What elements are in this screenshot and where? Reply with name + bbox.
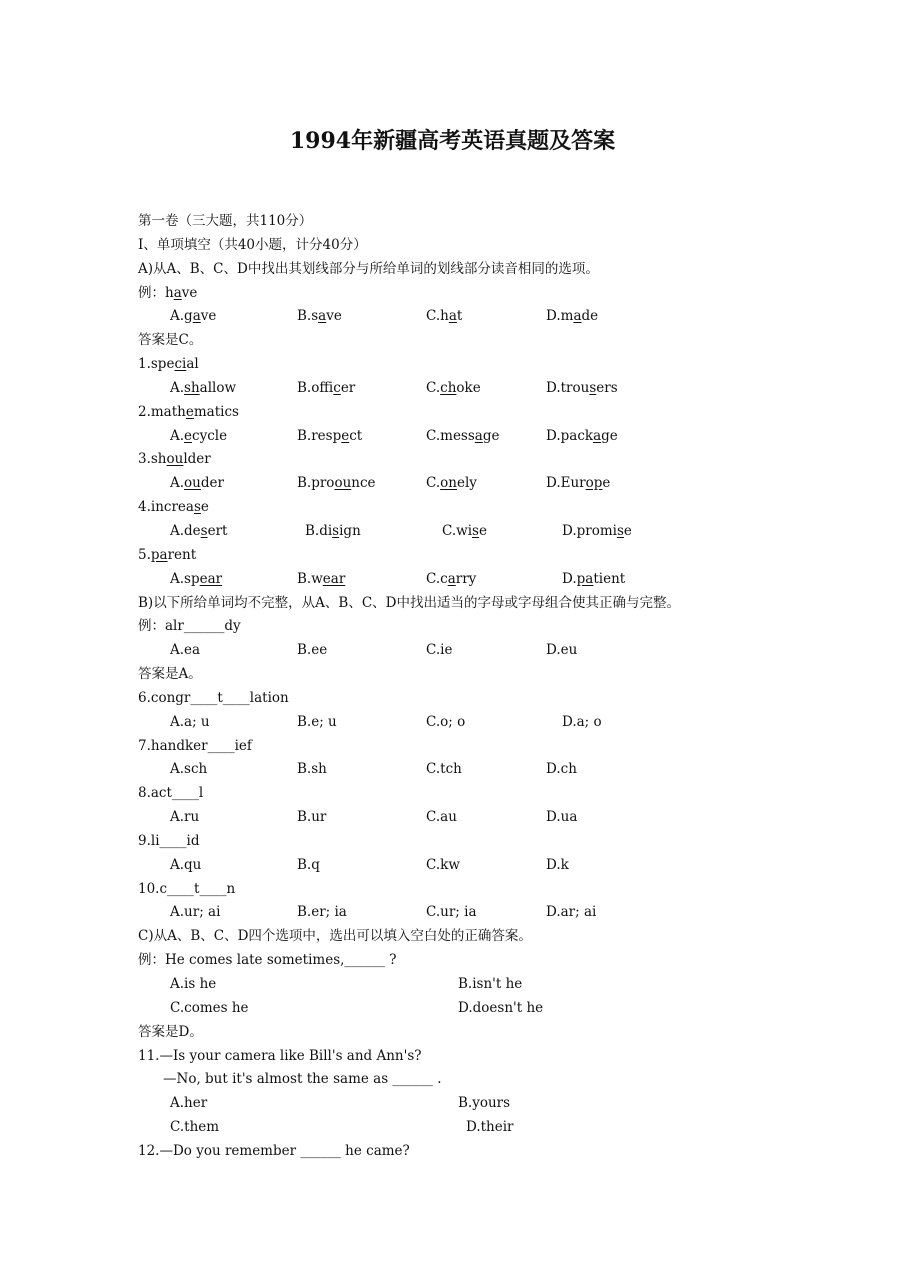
- underlined-text: e: [184, 427, 193, 444]
- text-line: [138, 282, 858, 306]
- text-segment: A.: [170, 427, 185, 444]
- answer-option: [170, 1092, 207, 1116]
- underlined-text: a: [593, 427, 602, 444]
- text-segment: oke: [456, 379, 481, 396]
- text-segment: allow: [199, 379, 237, 396]
- text-line: 答案是C。: [138, 332, 203, 349]
- answer-option: [170, 1116, 219, 1140]
- underlined-text: ou: [334, 475, 352, 492]
- answer-option: [297, 806, 326, 830]
- answer-option: [458, 1092, 510, 1116]
- text-line: 例：alr______dy: [138, 618, 241, 635]
- text-line: 6.congr____t____lation: [138, 689, 289, 706]
- answer-option: [426, 711, 465, 735]
- text-segment: D.pack: [546, 427, 594, 444]
- underlined-text: s: [332, 522, 340, 539]
- text-segment: A.: [170, 475, 185, 492]
- text-segment: 例：h: [138, 284, 174, 301]
- answer-option: [426, 758, 462, 782]
- answer-option: [305, 520, 361, 544]
- answer-option: [426, 377, 481, 401]
- answer-option: [297, 425, 362, 449]
- underlined-text: a: [173, 284, 182, 301]
- text-line: [138, 496, 858, 520]
- text-line: 11.—Is your camera like Bill's and Ann's?: [138, 1047, 422, 1064]
- answer-option: [170, 901, 220, 925]
- text-segment: B.resp: [297, 427, 342, 444]
- answer-option: [562, 711, 602, 735]
- text-line: 10.c____t____n: [138, 880, 236, 897]
- answer-option: [297, 568, 345, 592]
- option-row: [138, 568, 858, 592]
- text-segment: D.doesn't he: [458, 999, 544, 1016]
- text-line: [138, 544, 858, 568]
- text-line: 答案是A。: [138, 666, 202, 683]
- text-segment: B.isn't he: [458, 976, 523, 992]
- text-line: 9.li____id: [138, 832, 200, 849]
- text-line: A)从A、B、C、D中找出其划线部分与所给单词的划线部分读音相同的选项。: [138, 260, 599, 277]
- text-segment: 5.: [138, 546, 151, 563]
- text-segment: e: [478, 522, 487, 539]
- answer-option: [297, 377, 355, 401]
- underlined-text: pa: [150, 546, 168, 563]
- underlined-text: s: [472, 522, 479, 539]
- option-row: [138, 711, 858, 735]
- text-segment: 4.increa: [138, 499, 194, 516]
- underlined-text: e: [185, 403, 194, 420]
- document-body: [138, 210, 858, 1164]
- answer-option: [546, 806, 577, 830]
- text-line: 7.handker____ief: [138, 737, 252, 754]
- underlined-text: s: [616, 522, 624, 539]
- text-segment: D.ua: [546, 809, 578, 826]
- answer-option: [170, 997, 249, 1021]
- text-segment: D.ch: [546, 761, 577, 778]
- answer-option: [442, 520, 487, 544]
- answer-option: [546, 425, 618, 449]
- option-row: [138, 639, 858, 663]
- text-segment: C.: [426, 379, 441, 396]
- text-segment: A.is he: [170, 976, 217, 992]
- answer-option: [546, 472, 610, 496]
- text-segment: ve: [200, 308, 217, 325]
- text-line: [138, 401, 858, 425]
- page-title: 1994年新疆高考英语真题及答案: [289, 128, 616, 154]
- underlined-text: ou: [166, 451, 184, 468]
- answer-option: [426, 472, 477, 496]
- option-row: [138, 425, 858, 449]
- text-segment: ct: [349, 427, 363, 444]
- underlined-text: a: [474, 427, 483, 444]
- text-segment: ers: [596, 379, 618, 396]
- text-segment: rent: [167, 546, 197, 563]
- text-segment: B.yours: [458, 1095, 511, 1112]
- answer-option: [170, 377, 236, 401]
- text-segment: C.c: [426, 570, 448, 587]
- answer-option: [297, 639, 327, 663]
- underlined-text: s: [589, 379, 597, 396]
- text-segment: C.tch: [426, 761, 462, 778]
- text-segment: 2.math: [138, 403, 186, 420]
- option-row: [138, 1092, 858, 1116]
- text-segment: D.a; o: [562, 713, 602, 730]
- text-segment: D.k: [546, 856, 569, 873]
- option-row: [138, 854, 858, 878]
- option-row: [138, 520, 858, 544]
- text-segment: e: [200, 499, 209, 516]
- answer-option: [170, 806, 199, 830]
- answer-option: [546, 639, 577, 663]
- text-segment: ely: [456, 475, 477, 492]
- text-segment: D.their: [466, 1119, 514, 1136]
- answer-option: [546, 305, 598, 329]
- underlined-text: sh: [184, 379, 200, 396]
- text-segment: B.er; ia: [297, 904, 347, 921]
- underlined-text: c: [333, 379, 341, 396]
- option-row: [138, 973, 858, 997]
- answer-option: [170, 854, 201, 878]
- answer-option: [426, 806, 457, 830]
- answer-option: [546, 901, 596, 925]
- text-segment: ign: [339, 522, 361, 539]
- underlined-text: pa: [576, 570, 594, 587]
- option-row: [138, 472, 858, 496]
- text-segment: rry: [455, 570, 477, 587]
- text-segment: B.ee: [297, 642, 328, 659]
- text-segment: C.ie: [426, 642, 453, 659]
- underlined-text: a: [192, 308, 201, 325]
- text-segment: D.eu: [546, 642, 578, 659]
- answer-option: [170, 425, 227, 449]
- text-segment: A.her: [170, 1095, 208, 1112]
- text-segment: er: [340, 379, 356, 396]
- text-line: I、单项填空（共40小题，计分40分）: [138, 236, 367, 253]
- text-line: 12.—Do you remember ______ he came?: [138, 1142, 410, 1159]
- option-row: [138, 806, 858, 830]
- text-segment: B.pro: [297, 475, 335, 492]
- text-segment: B.ur: [297, 809, 327, 826]
- text-segment: A.a; u: [170, 713, 210, 730]
- text-line: 答案是D。: [138, 1023, 203, 1040]
- text-segment: nce: [351, 475, 376, 492]
- option-row: [138, 305, 858, 329]
- answer-option: [170, 711, 210, 735]
- text-segment: A.sch: [170, 761, 208, 778]
- text-segment: C.o; o: [426, 713, 466, 730]
- text-segment: lder: [183, 451, 211, 468]
- answer-option: [426, 425, 500, 449]
- underlined-text: on: [440, 475, 457, 492]
- answer-option: [170, 639, 200, 663]
- answer-option: [297, 901, 347, 925]
- text-segment: 1.spe: [138, 356, 175, 373]
- underlined-text: ou: [184, 475, 201, 492]
- text-segment: B.di: [305, 522, 333, 539]
- answer-option: [170, 758, 207, 782]
- text-segment: D.trou: [546, 379, 590, 396]
- answer-option: [170, 472, 224, 496]
- text-segment: C.comes he: [170, 999, 249, 1016]
- answer-option: [426, 854, 460, 878]
- option-row: [138, 901, 858, 925]
- underlined-text: a: [447, 570, 456, 587]
- text-segment: A.ea: [170, 642, 201, 659]
- text-segment: D.promi: [562, 522, 617, 539]
- text-segment: D.Eur: [546, 475, 586, 492]
- underlined-text: a: [318, 308, 327, 325]
- text-segment: A.ur; ai: [170, 904, 221, 921]
- text-segment: der: [200, 475, 224, 492]
- answer-option: [170, 305, 216, 329]
- underlined-text: ear: [199, 570, 223, 587]
- text-segment: A.qu: [170, 856, 202, 873]
- text-line: —No, but it's almost the same as ______ .: [163, 1071, 442, 1088]
- text-segment: ert: [207, 522, 228, 539]
- text-segment: al: [186, 356, 199, 373]
- text-segment: C.wi: [442, 522, 473, 539]
- answer-option: [426, 639, 452, 663]
- answer-option: [297, 711, 337, 735]
- underlined-text: s: [200, 522, 208, 539]
- answer-option: [297, 305, 342, 329]
- text-segment: e: [623, 522, 632, 539]
- text-segment: D.m: [546, 308, 574, 325]
- underlined-text: ci: [174, 356, 187, 373]
- text-segment: B.w: [297, 570, 323, 587]
- text-segment: ge: [482, 427, 500, 444]
- text-segment: B.e; u: [297, 713, 337, 730]
- text-segment: 3.sh: [138, 451, 167, 468]
- answer-option: [170, 973, 216, 997]
- text-segment: C.them: [170, 1119, 220, 1136]
- text-segment: A.ru: [170, 809, 200, 826]
- text-line: 第一卷（三大题，共110分）: [138, 213, 313, 229]
- text-segment: C.ur; ia: [426, 904, 477, 921]
- text-segment: B.sh: [297, 761, 327, 778]
- text-segment: C.: [426, 475, 441, 492]
- text-segment: B.q: [297, 856, 320, 873]
- underlined-text: a: [448, 308, 457, 325]
- text-segment: ve: [181, 284, 198, 301]
- text-segment: cycle: [192, 427, 228, 444]
- text-line: 8.act____l: [138, 785, 204, 802]
- text-segment: D.ar; ai: [546, 904, 597, 921]
- answer-option: [562, 568, 625, 592]
- text-segment: C.h: [426, 308, 449, 325]
- text-segment: C.kw: [426, 856, 460, 873]
- answer-option: [426, 305, 462, 329]
- answer-option: [546, 854, 569, 878]
- answer-option: [297, 472, 376, 496]
- answer-option: [458, 973, 522, 997]
- answer-option: [426, 901, 477, 925]
- underlined-text: op: [585, 475, 603, 492]
- option-row: [138, 1116, 858, 1140]
- option-row: [138, 377, 858, 401]
- answer-option: [546, 377, 618, 401]
- text-segment: A.sp: [170, 570, 200, 587]
- text-segment: A.de: [170, 522, 201, 539]
- text-line: [138, 353, 858, 377]
- underlined-text: a: [573, 308, 582, 325]
- underlined-text: e: [341, 427, 350, 444]
- answer-option: [546, 758, 577, 782]
- answer-option: [466, 1116, 514, 1140]
- text-segment: ve: [326, 308, 342, 325]
- text-line: 例：He comes late sometimes,______ ?: [138, 952, 397, 969]
- text-segment: tient: [593, 570, 626, 587]
- answer-option: [458, 997, 543, 1021]
- text-segment: t: [456, 308, 463, 325]
- underlined-text: ear: [322, 570, 346, 587]
- text-segment: A.: [170, 379, 185, 396]
- answer-option: [297, 758, 327, 782]
- text-segment: B.offi: [297, 379, 334, 396]
- text-segment: de: [581, 308, 599, 325]
- answer-option: [426, 568, 476, 592]
- text-line: [138, 448, 858, 472]
- text-segment: ge: [601, 427, 618, 444]
- text-segment: C.au: [426, 809, 457, 826]
- text-segment: B.s: [297, 308, 319, 325]
- text-segment: D.: [562, 570, 577, 587]
- option-row: [138, 997, 858, 1021]
- text-segment: A.g: [170, 308, 193, 325]
- underlined-text: ch: [440, 379, 457, 396]
- answer-option: [297, 854, 320, 878]
- answer-option: [562, 520, 632, 544]
- option-row: [138, 758, 858, 782]
- text-segment: C.mess: [426, 427, 475, 444]
- text-line: C)从A、B、C、D四个选项中，选出可以填入空白处的正确答案。: [138, 928, 532, 945]
- underlined-text: s: [193, 499, 201, 516]
- answer-option: [170, 568, 222, 592]
- text-segment: e: [602, 475, 611, 492]
- text-segment: matics: [193, 403, 239, 420]
- answer-option: [170, 520, 227, 544]
- text-line: B)以下所给单词均不完整，从A、B、C、D中找出适当的字母或字母组合使其正确与完整。: [138, 594, 681, 611]
